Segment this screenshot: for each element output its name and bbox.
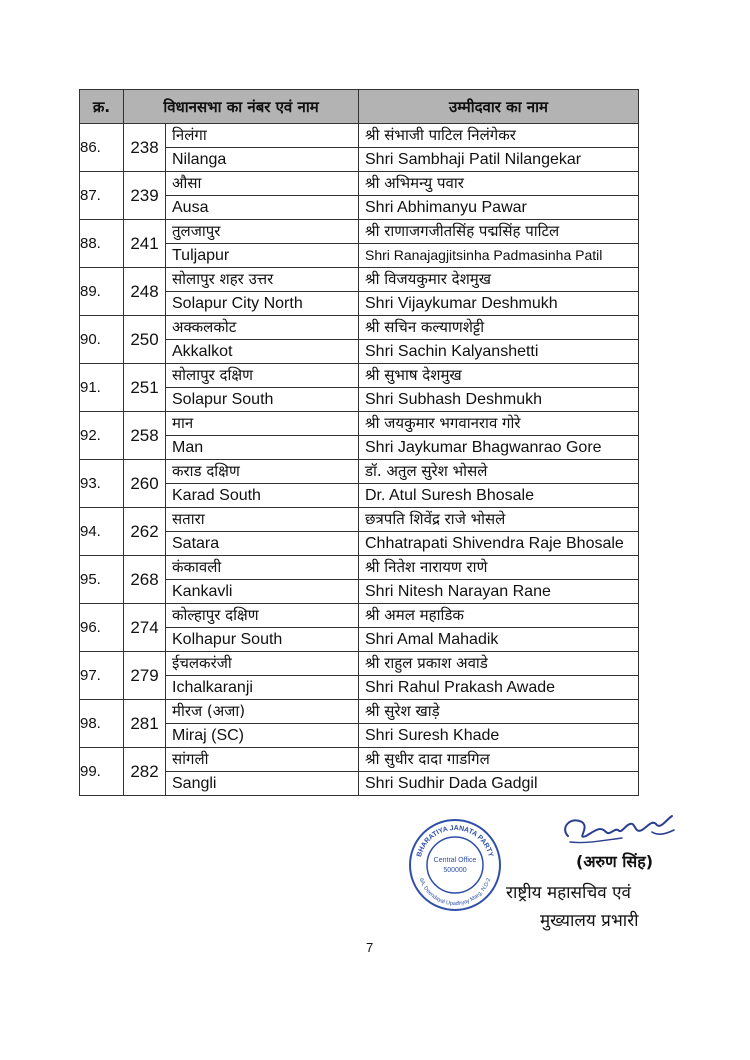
table-row: [80, 748, 639, 796]
candidate-cell: [359, 412, 639, 460]
table-row: [80, 364, 639, 412]
seal-bottom-text: 6A, Deendayal Upadhyay Marg, N.D-2: [417, 877, 493, 908]
candidate-cell: [359, 172, 639, 220]
candidate-name-hindi: श्री सुरेश खाड़े: [359, 700, 638, 724]
candidate-cell: [359, 220, 639, 268]
constituency-cell: [166, 556, 359, 604]
candidate-name-english: Chhatrapati Shivendra Raje Bhosale: [365, 535, 624, 552]
constituency-cell: [166, 220, 359, 268]
row-serial-number: 95.: [80, 556, 124, 604]
candidate-name-hindi: श्री सुधीर दादा गाडगिल: [359, 748, 638, 772]
constituency-name-hindi: कोल्हापुर दक्षिण: [166, 604, 358, 628]
candidate-cell: [359, 556, 639, 604]
candidate-name-hindi: श्री अभिमन्यु पवार: [359, 172, 638, 196]
constituency-number: 241: [124, 220, 166, 268]
constituency-number: 268: [124, 556, 166, 604]
constituency-name-english: Akkalkot: [172, 343, 233, 360]
constituency-number: 262: [124, 508, 166, 556]
candidate-name-english: Shri Rahul Prakash Awade: [365, 679, 556, 696]
constituency-number: 250: [124, 316, 166, 364]
constituency-name-hindi: निलंगा: [166, 124, 358, 148]
candidate-cell: [359, 364, 639, 412]
row-serial-number: 87.: [80, 172, 124, 220]
constituency-number: 238: [124, 124, 166, 172]
candidate-name-hindi: श्री सुभाष देशमुख: [359, 364, 638, 388]
candidate-name-english: Dr. Atul Suresh Bhosale: [365, 487, 534, 504]
constituency-name-english: Solapur City North: [172, 295, 303, 312]
header-constituency: विधानसभा का नंबर एवं नाम: [124, 90, 359, 124]
table-row: [80, 124, 639, 172]
table-body: [80, 124, 639, 796]
row-serial-number: 88.: [80, 220, 124, 268]
seal-center-line2: 500000: [443, 867, 467, 874]
candidate-name-english: Shri Nitesh Narayan Rane: [365, 583, 551, 600]
candidate-name-hindi: छत्रपति शिवेंद्र राजे भोसले: [359, 508, 638, 532]
constituency-number: 282: [124, 748, 166, 796]
candidate-name-hindi: श्री राहुल प्रकाश अवाडे: [359, 652, 638, 676]
candidate-name-hindi: श्री जयकुमार भगवानराव गोरे: [359, 412, 638, 436]
candidate-name-english: Shri Abhimanyu Pawar: [365, 199, 527, 216]
constituency-cell: [166, 316, 359, 364]
table-row: [80, 700, 639, 748]
constituency-number: 274: [124, 604, 166, 652]
candidate-cell: [359, 700, 639, 748]
signatory-title-line1: राष्ट्रीय महासचिव एवं: [506, 883, 631, 903]
candidate-name-english: Shri Sudhir Dada Gadgil: [365, 775, 538, 792]
constituency-name-english: Kankavli: [172, 583, 233, 600]
constituency-number: 251: [124, 364, 166, 412]
constituency-name-hindi: ईचलकरंजी: [166, 652, 358, 676]
signatory-title-line2: मुख्यालय प्रभारी: [540, 911, 639, 931]
constituency-cell: [166, 604, 359, 652]
constituency-name-english: Kolhapur South: [172, 631, 283, 648]
constituency-number: 239: [124, 172, 166, 220]
constituency-name-english: Man: [172, 439, 204, 456]
handwritten-signature: [556, 806, 686, 856]
constituency-name-english: Miraj (SC): [172, 727, 244, 744]
candidate-name-hindi: श्री अमल महाडिक: [359, 604, 638, 628]
constituency-cell: [166, 172, 359, 220]
constituency-name-hindi: सोलापुर दक्षिण: [166, 364, 358, 388]
signatory-name: (अरुण सिंह): [576, 852, 654, 871]
candidate-cell: [359, 124, 639, 172]
constituency-name-english: Sangli: [172, 775, 217, 792]
constituency-name-hindi: मीरज (अजा): [166, 700, 358, 724]
candidate-name-english: Shri Ranajagjitsinha Padmasinha Patil: [365, 247, 603, 263]
row-serial-number: 96.: [80, 604, 124, 652]
party-seal-stamp: [408, 818, 502, 912]
seal-center-line1: Central Office: [433, 857, 477, 864]
constituency-number: 281: [124, 700, 166, 748]
constituency-cell: [166, 652, 359, 700]
constituency-name-english: Karad South: [172, 487, 261, 504]
row-serial-number: 97.: [80, 652, 124, 700]
candidate-name-hindi: श्री संभाजी पाटिल निलंगेकर: [359, 124, 638, 148]
constituency-cell: [166, 268, 359, 316]
candidate-name-english: Shri Suresh Khade: [365, 727, 500, 744]
table-row: [80, 556, 639, 604]
constituency-name-english: Ausa: [172, 199, 209, 216]
constituency-name-english: Tuljapur: [172, 247, 230, 264]
table-row: [80, 412, 639, 460]
constituency-number: 279: [124, 652, 166, 700]
header-candidate: उम्मीदवार का नाम: [359, 90, 639, 124]
constituency-name-hindi: कराड दक्षिण: [166, 460, 358, 484]
constituency-name-hindi: सांगली: [166, 748, 358, 772]
row-serial-number: 98.: [80, 700, 124, 748]
constituency-cell: [166, 748, 359, 796]
constituency-number: 258: [124, 412, 166, 460]
constituency-number: 260: [124, 460, 166, 508]
candidate-cell: [359, 460, 639, 508]
header-serial-number: क्र.: [80, 90, 124, 124]
candidate-cell: [359, 604, 639, 652]
constituency-name-hindi: अक्कलकोट: [166, 316, 358, 340]
candidate-table: [79, 89, 639, 796]
table-header-row: [80, 90, 639, 124]
row-serial-number: 89.: [80, 268, 124, 316]
constituency-cell: [166, 460, 359, 508]
candidate-cell: [359, 268, 639, 316]
constituency-cell: [166, 412, 359, 460]
constituency-cell: [166, 124, 359, 172]
constituency-name-english: Nilanga: [172, 151, 227, 168]
candidate-cell: [359, 748, 639, 796]
candidate-name-english: Shri Vijaykumar Deshmukh: [365, 295, 558, 312]
table-row: [80, 508, 639, 556]
table-row: [80, 172, 639, 220]
table-row: [80, 316, 639, 364]
candidate-name-english: Shri Sambhaji Patil Nilangekar: [365, 151, 582, 168]
row-serial-number: 91.: [80, 364, 124, 412]
candidate-name-hindi: डॉ. अतुल सुरेश भोसले: [359, 460, 638, 484]
row-serial-number: 86.: [80, 124, 124, 172]
constituency-number: 248: [124, 268, 166, 316]
constituency-name-english: Ichalkaranji: [172, 679, 253, 696]
constituency-cell: [166, 700, 359, 748]
row-serial-number: 93.: [80, 460, 124, 508]
row-serial-number: 90.: [80, 316, 124, 364]
candidate-name-english: Shri Amal Mahadik: [365, 631, 499, 648]
table-row: [80, 460, 639, 508]
table-row: [80, 268, 639, 316]
constituency-name-hindi: सोलापुर शहर उत्तर: [166, 268, 358, 292]
row-serial-number: 92.: [80, 412, 124, 460]
candidate-cell: [359, 316, 639, 364]
page-number: 7: [366, 940, 374, 955]
candidate-name-english: Shri Subhash Deshmukh: [365, 391, 542, 408]
constituency-name-english: Solapur South: [172, 391, 274, 408]
constituency-cell: [166, 508, 359, 556]
constituency-name-hindi: तुलजापुर: [166, 220, 358, 244]
candidate-name-hindi: श्री विजयकुमार देशमुख: [359, 268, 638, 292]
row-serial-number: 94.: [80, 508, 124, 556]
table-row: [80, 220, 639, 268]
candidate-name-hindi: श्री नितेश नारायण राणे: [359, 556, 638, 580]
row-serial-number: 99.: [80, 748, 124, 796]
constituency-name-hindi: औसा: [166, 172, 358, 196]
constituency-cell: [166, 364, 359, 412]
seal-top-text: BHARATIYA JANATA PARTY: [415, 824, 495, 858]
candidate-name-hindi: श्री राणाजगजीतसिंह पद्मसिंह पाटिल: [359, 220, 638, 244]
constituency-name-hindi: कंकावली: [166, 556, 358, 580]
constituency-name-hindi: मान: [166, 412, 358, 436]
candidate-name-english: Shri Jaykumar Bhagwanrao Gore: [365, 439, 602, 456]
table-row: [80, 604, 639, 652]
candidate-cell: [359, 652, 639, 700]
candidate-cell: [359, 508, 639, 556]
table-row: [80, 652, 639, 700]
constituency-name-english: Satara: [172, 535, 220, 552]
candidate-name-english: Shri Sachin Kalyanshetti: [365, 343, 539, 360]
constituency-name-hindi: सतारा: [166, 508, 358, 532]
candidate-name-hindi: श्री सचिन कल्याणशेट्टी: [359, 316, 638, 340]
